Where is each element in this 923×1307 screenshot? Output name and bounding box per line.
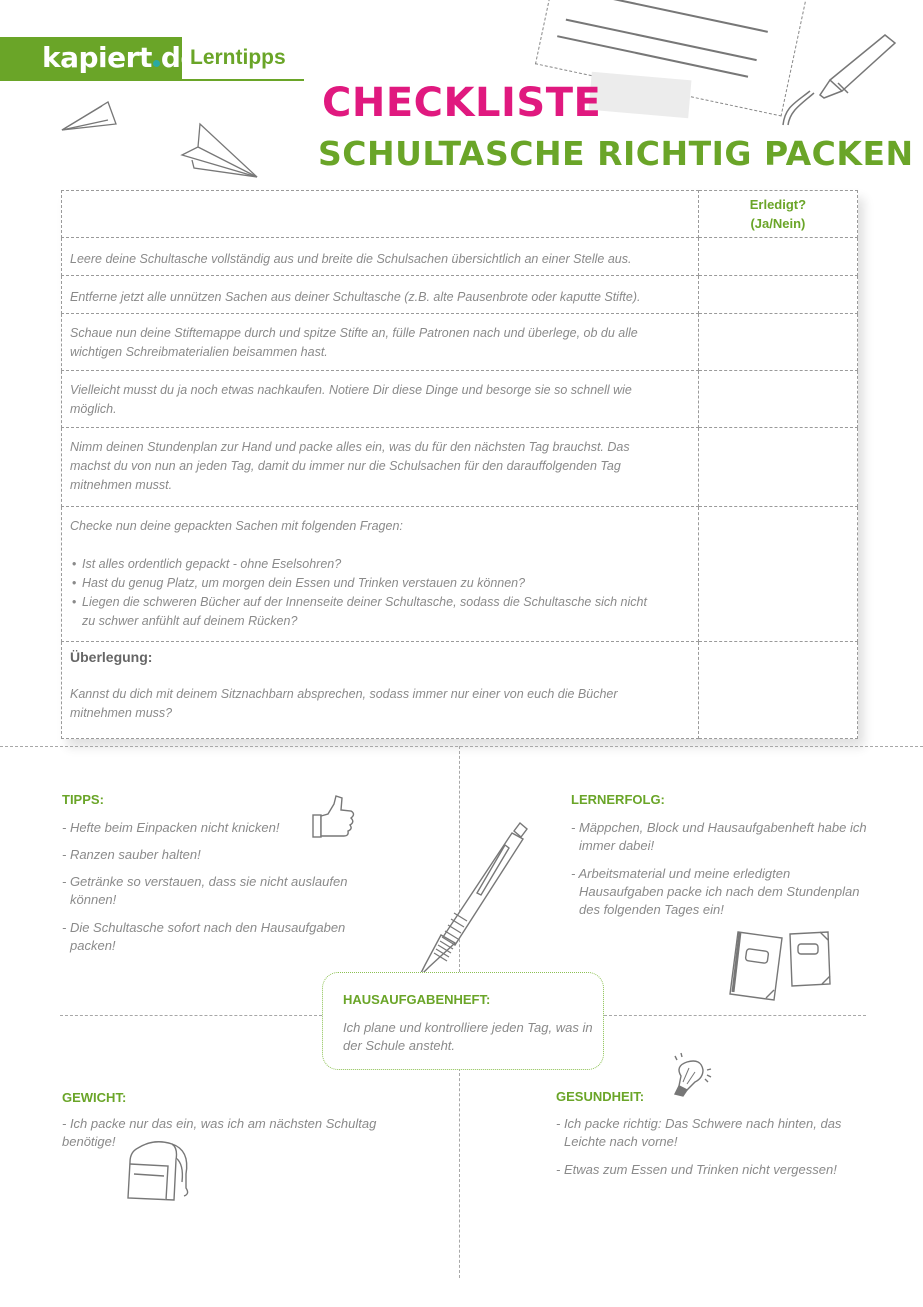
task-cell: Leere deine Schultasche vollständig aus und breite die Schulsachen übersichtlich an einer Stelle aus.: [62, 238, 699, 276]
page-title: CHECKLISTE: [322, 80, 602, 126]
tape-decoration: [589, 72, 692, 119]
status-cell[interactable]: [698, 276, 857, 314]
tipps-item: - Hefte beim Einpacken nicht knicken!: [62, 820, 280, 835]
lernerfolg-heading: LERNERFOLG:: [571, 792, 665, 807]
tipps-item: - Ranzen sauber halten!: [62, 847, 201, 862]
section-divider: [604, 1015, 866, 1016]
task-cell: [62, 642, 699, 739]
lightbulb-icon: [667, 1052, 715, 1098]
header-check-label: Erledigt?: [749, 197, 807, 212]
lernerfolg-item: - Mäppchen, Block und Hausaufgabenheft habe ich immer dabei!: [571, 820, 867, 853]
thumbs-up-icon: [312, 794, 356, 840]
paper-plane-icon: [180, 122, 260, 180]
brand-logo-suffix: de: [160, 41, 199, 74]
task-cell: Vielleicht musst du ja noch etwas nachkaufen. Notiere Dir diese Dinge und besorge sie so schnell wie möglich.: [62, 371, 699, 428]
task-cell: [62, 507, 699, 642]
backpack-icon: [124, 1138, 194, 1202]
paper-plane-icon: [60, 100, 120, 132]
table-row: [62, 276, 858, 314]
brand-logo-text: kapiert: [42, 41, 152, 74]
question-item: • Ist alles ordentlich gepackt - ohne Eselsohren?: [70, 555, 690, 574]
status-cell[interactable]: [698, 314, 857, 371]
table-row: [62, 507, 858, 642]
tipps-item: - Getränke so verstauen, dass sie nicht auslaufen können!: [62, 874, 348, 907]
table-row: [62, 314, 858, 371]
gewicht-item: - Ich packe nur das ein, was ich am nächsten Schultag benötige!: [62, 1116, 377, 1149]
page-subtitle: SCHULTASCHE RICHTIG PACKEN: [318, 134, 914, 173]
questions-list: [70, 555, 690, 631]
section-divider: [459, 1068, 460, 1278]
gesundheit-item: - Ich packe richtig: Das Schwere nach hinten, das Leichte nach vorne!: [556, 1116, 842, 1149]
gewicht-heading: GEWICHT:: [62, 1090, 127, 1105]
consider-heading: Überlegung:: [70, 649, 153, 665]
brand-logo: [42, 41, 199, 74]
header-check-sublabel: (Ja/Nein): [750, 216, 806, 231]
tipps-item: - Die Schultasche sofort nach den Hausaufgaben packen!: [62, 920, 346, 953]
header-task-cell: [62, 191, 699, 238]
consider-text: Kannst du dich mit deinem Sitznachbarn absprechen, sodass immer nur einer von euch die Bücher mitnehmen muss?: [70, 687, 618, 720]
status-cell[interactable]: [698, 642, 857, 739]
table-header-row: [62, 191, 858, 238]
gesundheit-item: - Etwas zum Essen und Trinken nicht vergessen!: [556, 1162, 837, 1177]
tipps-heading: TIPPS:: [62, 792, 104, 807]
lernerfolg-item: - Arbeitsmaterial und meine erledigten Hausaufgaben packe ich nach dem Stundenplan des folgenden Tages ein!: [571, 866, 860, 917]
hausaufgabenheft-text: Ich plane und kontrolliere jeden Tag, was in der Schule ansteht.: [343, 1020, 593, 1053]
pen-icon: [415, 815, 535, 980]
header-check-cell: [698, 191, 857, 238]
status-cell[interactable]: [698, 371, 857, 428]
task-cell: Nimm deinen Stundenplan zur Hand und packe alles ein, was du für den nächsten Tag brauchst. Das machst du von nun an jeden Tag, damit du immer nur die Schulsachen für den darauffolgenden Tag mitnehmen musst.: [62, 428, 699, 507]
section-label: Lerntipps: [190, 46, 286, 69]
task-cell: Entferne jetzt alle unnützen Sachen aus deiner Schultasche (z.B. alte Pausenbrote oder kaputte Stifte).: [62, 276, 699, 314]
questions-intro: Checke nun deine gepackten Sachen mit folgenden Fragen:: [70, 519, 403, 533]
table-row: [62, 642, 858, 739]
notebooks-icon: [730, 928, 835, 1000]
hausaufgabenheft-heading: HAUSAUFGABENHEFT:: [343, 992, 491, 1007]
gesundheit-heading: GESUNDHEIT:: [556, 1089, 645, 1104]
logo-dot-icon: [153, 60, 160, 67]
status-cell[interactable]: [698, 428, 857, 507]
highlighter-icon: [780, 25, 910, 125]
question-item: • Liegen die schweren Bücher auf der Innenseite deiner Schultasche, sodass die Schultasche sich nicht zu schwer anfühlt auf deinem Rücken?: [70, 593, 662, 631]
section-divider: [0, 746, 923, 747]
checklist-table: [61, 190, 858, 739]
table-row: [62, 428, 858, 507]
task-cell: Schaue nun deine Stiftemappe durch und spitze Stifte an, fülle Patronen nach und überlege, ob du alle wichtigen Schreibmaterialien beisammen hast.: [62, 314, 699, 371]
status-cell[interactable]: [698, 507, 857, 642]
status-cell[interactable]: [698, 238, 857, 276]
table-row: [62, 238, 858, 276]
section-divider: [60, 1015, 322, 1016]
question-item: • Hast du genug Platz, um morgen dein Essen und Trinken verstauen zu können?: [70, 574, 690, 593]
table-row: [62, 371, 858, 428]
